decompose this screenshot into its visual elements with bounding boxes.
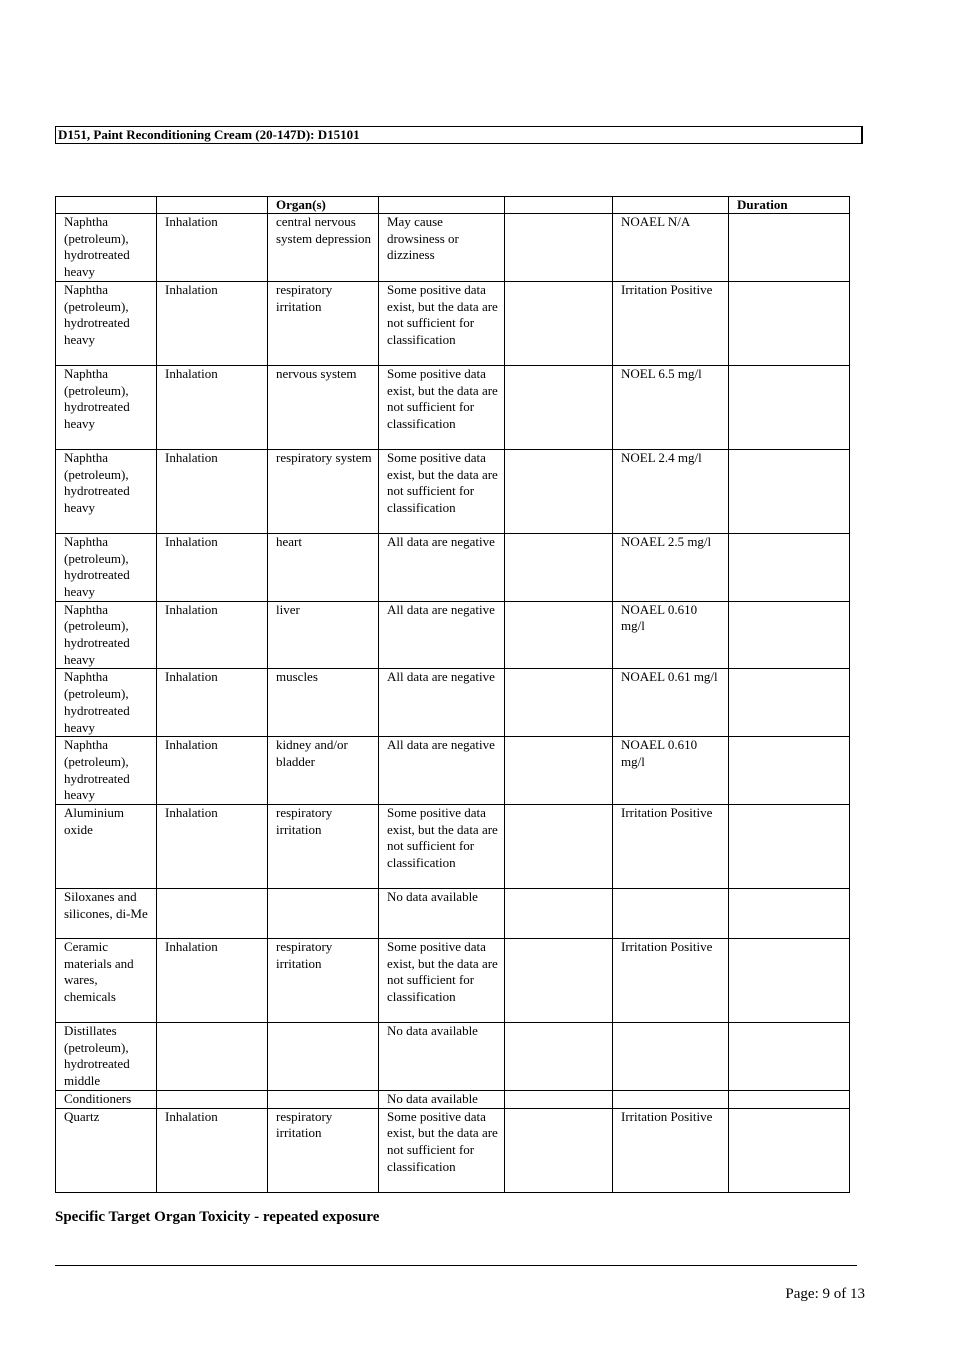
cell-species — [505, 669, 613, 737]
table-row — [56, 669, 850, 737]
cell-value: No data available — [379, 1090, 505, 1108]
cell-route — [157, 1090, 268, 1108]
table-row — [56, 889, 850, 939]
cell-species — [505, 889, 613, 939]
cell-organs: respiratory irritation — [268, 939, 379, 1023]
cell-route: Inhalation — [157, 737, 268, 805]
cell-value: Some positive data exist, but the data are not sufficient for classification — [379, 281, 505, 365]
table-header-row — [56, 197, 850, 214]
document-header: D151, Paint Reconditioning Cream (20-147D): D15101 — [55, 126, 863, 144]
section-title: Specific Target Organ Toxicity - repeated exposure — [55, 1209, 380, 1225]
cell-organs: nervous system — [268, 365, 379, 449]
cell-test-result: Irritation Positive — [613, 1108, 729, 1192]
header-cell — [505, 197, 613, 214]
stot-single-exposure-table — [55, 196, 850, 1193]
cell-name: Distillates (petroleum), hydrotreated middle — [56, 1023, 157, 1091]
cell-species — [505, 1023, 613, 1091]
cell-duration — [729, 939, 850, 1023]
cell-route: Inhalation — [157, 939, 268, 1023]
cell-value: All data are negative — [379, 737, 505, 805]
cell-species — [505, 449, 613, 533]
cell-value: All data are negative — [379, 601, 505, 669]
cell-test-result — [613, 1090, 729, 1108]
header-cell — [613, 197, 729, 214]
header-cell — [379, 197, 505, 214]
cell-test-result: NOAEL N/A — [613, 214, 729, 282]
cell-name: Naphtha (petroleum), hydrotreated heavy — [56, 601, 157, 669]
cell-species — [505, 533, 613, 601]
table-row — [56, 805, 850, 889]
cell-test-result: NOAEL 0.610 mg/l — [613, 601, 729, 669]
cell-name: Naphtha (petroleum), hydrotreated heavy — [56, 281, 157, 365]
cell-test-result — [613, 1023, 729, 1091]
cell-duration — [729, 1090, 850, 1108]
cell-organs: heart — [268, 533, 379, 601]
cell-species — [505, 365, 613, 449]
cell-duration — [729, 1108, 850, 1192]
cell-value: No data available — [379, 889, 505, 939]
cell-organs: liver — [268, 601, 379, 669]
cell-organs: respiratory irritation — [268, 805, 379, 889]
cell-organs: respiratory system — [268, 449, 379, 533]
cell-organs: central nervous system depression — [268, 214, 379, 282]
cell-test-result: NOAEL 0.610 mg/l — [613, 737, 729, 805]
cell-name: Naphtha (petroleum), hydrotreated heavy — [56, 449, 157, 533]
cell-route: Inhalation — [157, 214, 268, 282]
cell-organs: respiratory irritation — [268, 1108, 379, 1192]
cell-species — [505, 939, 613, 1023]
cell-route: Inhalation — [157, 365, 268, 449]
cell-route: Inhalation — [157, 449, 268, 533]
cell-name: Siloxanes and silicones, di-Me — [56, 889, 157, 939]
table-row — [56, 601, 850, 669]
cell-name: Aluminium oxide — [56, 805, 157, 889]
cell-value: Some positive data exist, but the data are not sufficient for classification — [379, 805, 505, 889]
cell-species — [505, 1090, 613, 1108]
cell-duration — [729, 737, 850, 805]
cell-species — [505, 805, 613, 889]
cell-duration — [729, 533, 850, 601]
cell-species — [505, 737, 613, 805]
cell-organs — [268, 1023, 379, 1091]
table-row — [56, 1090, 850, 1108]
table-row — [56, 1108, 850, 1192]
footer-divider — [55, 1265, 857, 1266]
page-number: Page: 9 of 13 — [785, 1286, 865, 1302]
cell-route: Inhalation — [157, 533, 268, 601]
cell-route: Inhalation — [157, 805, 268, 889]
cell-duration — [729, 805, 850, 889]
cell-duration — [729, 669, 850, 737]
cell-test-result — [613, 889, 729, 939]
cell-duration — [729, 365, 850, 449]
table-row — [56, 1023, 850, 1091]
table-row — [56, 281, 850, 365]
table-row — [56, 533, 850, 601]
cell-value: All data are negative — [379, 533, 505, 601]
cell-name: Naphtha (petroleum), hydrotreated heavy — [56, 214, 157, 282]
cell-value: Some positive data exist, but the data are not sufficient for classification — [379, 449, 505, 533]
cell-route: Inhalation — [157, 669, 268, 737]
cell-organs: muscles — [268, 669, 379, 737]
cell-organs — [268, 889, 379, 939]
cell-name: Naphtha (petroleum), hydrotreated heavy — [56, 669, 157, 737]
cell-name: Naphtha (petroleum), hydrotreated heavy — [56, 533, 157, 601]
header-cell — [157, 197, 268, 214]
header-cell-organs: Organ(s) — [268, 197, 379, 214]
cell-test-result: NOAEL 0.61 mg/l — [613, 669, 729, 737]
cell-value: No data available — [379, 1023, 505, 1091]
cell-species — [505, 281, 613, 365]
cell-duration — [729, 214, 850, 282]
cell-duration — [729, 281, 850, 365]
cell-name: Ceramic materials and wares, chemicals — [56, 939, 157, 1023]
header-cell — [56, 197, 157, 214]
cell-value: Some positive data exist, but the data are not sufficient for classification — [379, 1108, 505, 1192]
cell-value: Some positive data exist, but the data are not sufficient for classification — [379, 939, 505, 1023]
cell-duration — [729, 449, 850, 533]
table-row — [56, 214, 850, 282]
table-row — [56, 365, 850, 449]
cell-value: Some positive data exist, but the data are not sufficient for classification — [379, 365, 505, 449]
cell-test-result: NOEL 6.5 mg/l — [613, 365, 729, 449]
cell-species — [505, 214, 613, 282]
table-row — [56, 737, 850, 805]
table-row — [56, 939, 850, 1023]
cell-route: Inhalation — [157, 281, 268, 365]
cell-organs: respiratory irritation — [268, 281, 379, 365]
cell-name: Naphtha (petroleum), hydrotreated heavy — [56, 365, 157, 449]
cell-duration — [729, 889, 850, 939]
cell-name: Quartz — [56, 1108, 157, 1192]
cell-species — [505, 601, 613, 669]
cell-test-result: Irritation Positive — [613, 805, 729, 889]
cell-name: Conditioners — [56, 1090, 157, 1108]
cell-name: Naphtha (petroleum), hydrotreated heavy — [56, 737, 157, 805]
cell-organs: kidney and/or bladder — [268, 737, 379, 805]
cell-test-result: NOEL 2.4 mg/l — [613, 449, 729, 533]
cell-duration — [729, 601, 850, 669]
cell-value: May cause drowsiness or dizziness — [379, 214, 505, 282]
cell-route: Inhalation — [157, 1108, 268, 1192]
cell-test-result: NOAEL 2.5 mg/l — [613, 533, 729, 601]
cell-test-result: Irritation Positive — [613, 281, 729, 365]
cell-value: All data are negative — [379, 669, 505, 737]
cell-route: Inhalation — [157, 601, 268, 669]
cell-species — [505, 1108, 613, 1192]
table-row — [56, 449, 850, 533]
cell-test-result: Irritation Positive — [613, 939, 729, 1023]
cell-route — [157, 1023, 268, 1091]
cell-route — [157, 889, 268, 939]
header-cell-duration: Duration — [729, 197, 850, 214]
cell-duration — [729, 1023, 850, 1091]
cell-organs — [268, 1090, 379, 1108]
